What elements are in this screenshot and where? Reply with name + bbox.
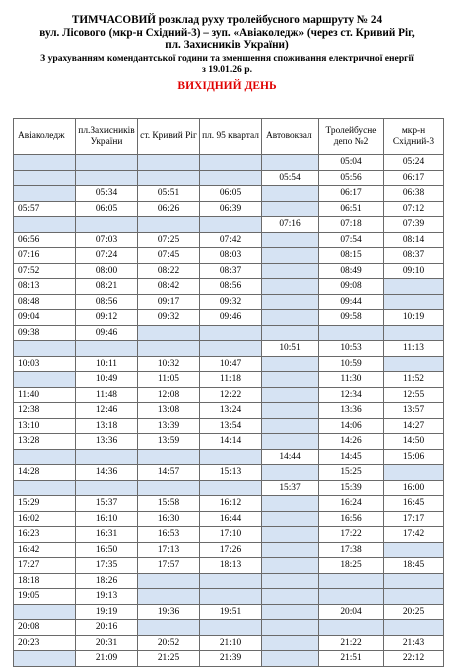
time-cell: 17:13 [138, 542, 200, 558]
table-row [14, 449, 444, 465]
time-cell [262, 620, 319, 636]
column-header: пл.Захисників України [76, 119, 138, 155]
time-cell: 10:59 [319, 356, 384, 372]
time-cell [262, 511, 319, 527]
time-cell [76, 155, 138, 171]
time-cell: 08:49 [319, 263, 384, 279]
time-cell: 13:39 [138, 418, 200, 434]
time-cell: 13:36 [319, 403, 384, 419]
time-cell: 16:42 [14, 542, 76, 558]
time-cell: 06:26 [138, 201, 200, 217]
time-cell: 16:44 [200, 511, 262, 527]
time-cell: 05:56 [319, 170, 384, 186]
time-cell: 12:38 [14, 403, 76, 419]
time-cell: 20:52 [138, 635, 200, 651]
table-row [14, 155, 444, 171]
time-cell: 09:46 [200, 310, 262, 326]
time-cell: 18:45 [384, 558, 444, 574]
route-title [0, 14, 454, 52]
time-cell: 07:24 [76, 248, 138, 264]
time-cell [138, 589, 200, 605]
time-cell: 17:38 [319, 542, 384, 558]
schedule-note-line2: з 19.01.26 р. [202, 64, 252, 76]
time-cell: 07:42 [200, 232, 262, 248]
time-cell: 13:57 [384, 403, 444, 419]
time-cell: 21:51 [319, 651, 384, 667]
time-cell: 20:16 [76, 620, 138, 636]
time-cell [262, 294, 319, 310]
time-cell: 11:52 [384, 372, 444, 388]
time-cell: 06:39 [200, 201, 262, 217]
column-header: пл. 95 квартал [200, 119, 262, 155]
time-cell: 12:55 [384, 387, 444, 403]
time-cell: 08:56 [76, 294, 138, 310]
time-cell: 09:32 [138, 310, 200, 326]
time-cell [262, 248, 319, 264]
time-cell [262, 527, 319, 543]
time-cell [262, 651, 319, 667]
time-cell [262, 263, 319, 279]
table-row [14, 387, 444, 403]
time-cell [76, 170, 138, 186]
time-cell: 19:13 [76, 589, 138, 605]
time-cell: 19:51 [200, 604, 262, 620]
time-cell [138, 341, 200, 357]
time-cell [76, 217, 138, 233]
time-cell: 13:28 [14, 434, 76, 450]
time-cell: 18:26 [76, 573, 138, 589]
time-cell [262, 356, 319, 372]
table-row [14, 418, 444, 434]
time-cell: 15:39 [319, 480, 384, 496]
time-cell: 09:44 [319, 294, 384, 310]
time-cell [200, 620, 262, 636]
time-cell [384, 589, 444, 605]
time-cell [200, 480, 262, 496]
time-cell: 08:37 [200, 263, 262, 279]
time-cell: 06:38 [384, 186, 444, 202]
time-cell: 10:47 [200, 356, 262, 372]
column-header: мкр-н Східний-3 [384, 119, 444, 155]
time-cell: 17:42 [384, 527, 444, 543]
time-cell: 13:54 [200, 418, 262, 434]
time-cell: 07:12 [384, 201, 444, 217]
time-cell: 16:02 [14, 511, 76, 527]
time-cell: 06:56 [14, 232, 76, 248]
time-cell: 14:06 [319, 418, 384, 434]
table-row [14, 620, 444, 636]
time-cell: 18:13 [200, 558, 262, 574]
time-cell: 05:04 [319, 155, 384, 171]
time-cell: 09:58 [319, 310, 384, 326]
time-cell [262, 496, 319, 512]
time-cell: 13:36 [76, 434, 138, 450]
time-cell: 19:36 [138, 604, 200, 620]
time-cell: 16:00 [384, 480, 444, 496]
time-cell: 08:37 [384, 248, 444, 264]
time-cell [262, 573, 319, 589]
time-cell: 12:08 [138, 387, 200, 403]
time-cell: 15:06 [384, 449, 444, 465]
table-row [14, 372, 444, 388]
time-cell: 14:28 [14, 465, 76, 481]
time-cell: 05:51 [138, 186, 200, 202]
table-row [14, 279, 444, 295]
table-row [14, 496, 444, 512]
table-row [14, 573, 444, 589]
time-cell: 14:57 [138, 465, 200, 481]
time-cell: 09:08 [319, 279, 384, 295]
time-cell [262, 372, 319, 388]
schedule-note-line1: З урахуванням комендантської години та зменшення споживання електричної енергії [40, 52, 414, 64]
time-cell: 15:37 [262, 480, 319, 496]
time-cell [14, 372, 76, 388]
time-cell: 09:12 [76, 310, 138, 326]
time-cell [14, 170, 76, 186]
time-cell: 16:30 [138, 511, 200, 527]
time-cell: 12:34 [319, 387, 384, 403]
time-cell: 11:30 [319, 372, 384, 388]
time-cell: 07:18 [319, 217, 384, 233]
time-cell [138, 573, 200, 589]
time-cell: 08:14 [384, 232, 444, 248]
time-cell: 15:37 [76, 496, 138, 512]
time-cell: 08:00 [76, 263, 138, 279]
table-row [14, 465, 444, 481]
time-cell [262, 558, 319, 574]
time-cell [262, 418, 319, 434]
time-cell [384, 279, 444, 295]
time-cell [76, 341, 138, 357]
route-title-line2: вул. Лісового (мкр-н Східний-3) – зуп. «Авіаколедж» (через ст. Кривий Ріг, [39, 26, 415, 39]
time-cell [262, 201, 319, 217]
time-cell: 14:44 [262, 449, 319, 465]
time-cell: 21:39 [200, 651, 262, 667]
time-cell: 16:45 [384, 496, 444, 512]
time-cell: 17:26 [200, 542, 262, 558]
time-cell [200, 170, 262, 186]
time-cell: 07:03 [76, 232, 138, 248]
time-cell [262, 232, 319, 248]
time-cell: 07:54 [319, 232, 384, 248]
time-cell: 13:24 [200, 403, 262, 419]
time-cell: 20:08 [14, 620, 76, 636]
time-cell [319, 325, 384, 341]
table-row [14, 325, 444, 341]
time-cell: 09:17 [138, 294, 200, 310]
time-cell: 05:34 [76, 186, 138, 202]
time-cell [14, 186, 76, 202]
table-row [14, 294, 444, 310]
table-row [14, 310, 444, 326]
schedule-header [0, 14, 454, 93]
time-cell [262, 542, 319, 558]
time-cell: 07:45 [138, 248, 200, 264]
time-cell: 09:38 [14, 325, 76, 341]
time-cell: 06:17 [384, 170, 444, 186]
time-cell [384, 542, 444, 558]
time-cell [319, 573, 384, 589]
time-cell: 14:14 [200, 434, 262, 450]
table-row [14, 511, 444, 527]
time-cell: 13:18 [76, 418, 138, 434]
time-cell: 11:40 [14, 387, 76, 403]
time-cell: 11:13 [384, 341, 444, 357]
table-row [14, 341, 444, 357]
table-row [14, 186, 444, 202]
table-row [14, 248, 444, 264]
table-row [14, 480, 444, 496]
table-row [14, 635, 444, 651]
time-cell: 12:46 [76, 403, 138, 419]
time-cell [200, 325, 262, 341]
table-row [14, 604, 444, 620]
time-cell: 06:17 [319, 186, 384, 202]
time-cell: 10:32 [138, 356, 200, 372]
time-cell: 16:24 [319, 496, 384, 512]
time-cell [319, 589, 384, 605]
time-cell: 17:17 [384, 511, 444, 527]
table-row [14, 232, 444, 248]
time-cell [138, 620, 200, 636]
time-cell: 08:13 [14, 279, 76, 295]
time-cell: 21:43 [384, 635, 444, 651]
time-cell: 14:27 [384, 418, 444, 434]
time-cell: 07:52 [14, 263, 76, 279]
table-row [14, 403, 444, 419]
time-cell [14, 341, 76, 357]
time-cell: 14:45 [319, 449, 384, 465]
timetable [13, 118, 444, 667]
time-cell: 11:18 [200, 372, 262, 388]
time-cell: 21:25 [138, 651, 200, 667]
time-cell: 10:51 [262, 341, 319, 357]
time-cell: 17:35 [76, 558, 138, 574]
time-cell: 07:16 [14, 248, 76, 264]
time-cell: 07:39 [384, 217, 444, 233]
time-cell: 21:22 [319, 635, 384, 651]
table-row [14, 170, 444, 186]
time-cell: 17:57 [138, 558, 200, 574]
time-cell [262, 387, 319, 403]
time-cell [14, 651, 76, 667]
time-cell: 22:12 [384, 651, 444, 667]
time-cell: 19:05 [14, 589, 76, 605]
time-cell: 16:12 [200, 496, 262, 512]
table-row [14, 201, 444, 217]
time-cell [138, 325, 200, 341]
time-cell: 08:15 [319, 248, 384, 264]
time-cell: 08:42 [138, 279, 200, 295]
time-cell: 13:59 [138, 434, 200, 450]
time-cell: 14:26 [319, 434, 384, 450]
time-cell: 13:08 [138, 403, 200, 419]
time-cell: 21:10 [200, 635, 262, 651]
time-cell: 15:13 [200, 465, 262, 481]
time-cell: 08:21 [76, 279, 138, 295]
time-cell: 10:11 [76, 356, 138, 372]
time-cell [262, 635, 319, 651]
time-cell: 17:10 [200, 527, 262, 543]
time-cell [262, 325, 319, 341]
time-cell [384, 573, 444, 589]
time-cell [262, 155, 319, 171]
time-cell [14, 155, 76, 171]
time-cell: 12:22 [200, 387, 262, 403]
time-cell: 08:48 [14, 294, 76, 310]
time-cell [200, 217, 262, 233]
table-row [14, 651, 444, 667]
time-cell: 07:25 [138, 232, 200, 248]
time-cell: 14:36 [76, 465, 138, 481]
time-cell [14, 217, 76, 233]
time-cell: 15:58 [138, 496, 200, 512]
time-cell: 18:25 [319, 558, 384, 574]
time-cell: 20:25 [384, 604, 444, 620]
time-cell: 05:54 [262, 170, 319, 186]
time-cell [200, 155, 262, 171]
time-cell: 19:19 [76, 604, 138, 620]
time-cell: 15:25 [319, 465, 384, 481]
time-cell: 11:05 [138, 372, 200, 388]
time-cell [262, 310, 319, 326]
time-cell [200, 341, 262, 357]
time-cell [319, 620, 384, 636]
time-cell [138, 155, 200, 171]
table-row [14, 356, 444, 372]
schedule-note [0, 53, 454, 76]
time-cell: 20:23 [14, 635, 76, 651]
column-header: Авіаколедж [14, 119, 76, 155]
column-header: Тролейбусне депо №2 [319, 119, 384, 155]
time-cell: 18:18 [14, 573, 76, 589]
time-cell [200, 573, 262, 589]
time-cell [14, 604, 76, 620]
time-cell: 05:57 [14, 201, 76, 217]
time-cell: 06:51 [319, 201, 384, 217]
time-cell: 06:05 [200, 186, 262, 202]
time-cell [262, 434, 319, 450]
time-cell [262, 465, 319, 481]
time-cell [138, 170, 200, 186]
time-cell: 17:27 [14, 558, 76, 574]
time-cell: 09:04 [14, 310, 76, 326]
timetable-header-row [14, 119, 444, 155]
time-cell: 09:32 [200, 294, 262, 310]
table-row [14, 589, 444, 605]
time-cell: 20:31 [76, 635, 138, 651]
table-row [14, 434, 444, 450]
table-row [14, 527, 444, 543]
time-cell [76, 480, 138, 496]
time-cell [14, 449, 76, 465]
time-cell: 10:19 [384, 310, 444, 326]
time-cell [262, 403, 319, 419]
time-cell [200, 589, 262, 605]
time-cell [384, 325, 444, 341]
day-type-label: ВИХІДНИЙ ДЕНЬ [177, 79, 277, 92]
schedule-page [0, 14, 454, 663]
time-cell: 05:24 [384, 155, 444, 171]
time-cell: 16:10 [76, 511, 138, 527]
time-cell: 16:23 [14, 527, 76, 543]
table-row [14, 217, 444, 233]
time-cell [384, 465, 444, 481]
time-cell [138, 217, 200, 233]
time-cell: 09:10 [384, 263, 444, 279]
time-cell: 10:53 [319, 341, 384, 357]
time-cell [262, 186, 319, 202]
time-cell: 21:09 [76, 651, 138, 667]
time-cell [200, 449, 262, 465]
time-cell: 08:03 [200, 248, 262, 264]
time-cell: 16:31 [76, 527, 138, 543]
time-cell [138, 449, 200, 465]
table-row [14, 542, 444, 558]
table-row [14, 558, 444, 574]
route-title-line3: пл. Захисників України) [165, 39, 289, 52]
time-cell: 10:49 [76, 372, 138, 388]
time-cell [384, 294, 444, 310]
time-cell: 11:48 [76, 387, 138, 403]
time-cell: 16:53 [138, 527, 200, 543]
column-header: Автовокзал [262, 119, 319, 155]
time-cell: 14:50 [384, 434, 444, 450]
time-cell [262, 604, 319, 620]
time-cell: 15:29 [14, 496, 76, 512]
time-cell: 20:04 [319, 604, 384, 620]
time-cell: 16:50 [76, 542, 138, 558]
time-cell: 07:16 [262, 217, 319, 233]
time-cell: 08:56 [200, 279, 262, 295]
time-cell [138, 480, 200, 496]
time-cell [14, 480, 76, 496]
time-cell: 08:22 [138, 263, 200, 279]
time-cell [262, 589, 319, 605]
time-cell [384, 356, 444, 372]
time-cell: 17:22 [319, 527, 384, 543]
column-header: ст. Кривий Ріг [138, 119, 200, 155]
time-cell [262, 279, 319, 295]
route-title-line1: ТИМЧАСОВИЙ розклад руху тролейбусного маршруту № 24 [71, 14, 383, 26]
table-row [14, 263, 444, 279]
time-cell: 10:03 [14, 356, 76, 372]
time-cell: 13:10 [14, 418, 76, 434]
time-cell: 09:46 [76, 325, 138, 341]
time-cell [76, 449, 138, 465]
time-cell: 16:56 [319, 511, 384, 527]
time-cell [384, 620, 444, 636]
time-cell: 06:05 [76, 201, 138, 217]
